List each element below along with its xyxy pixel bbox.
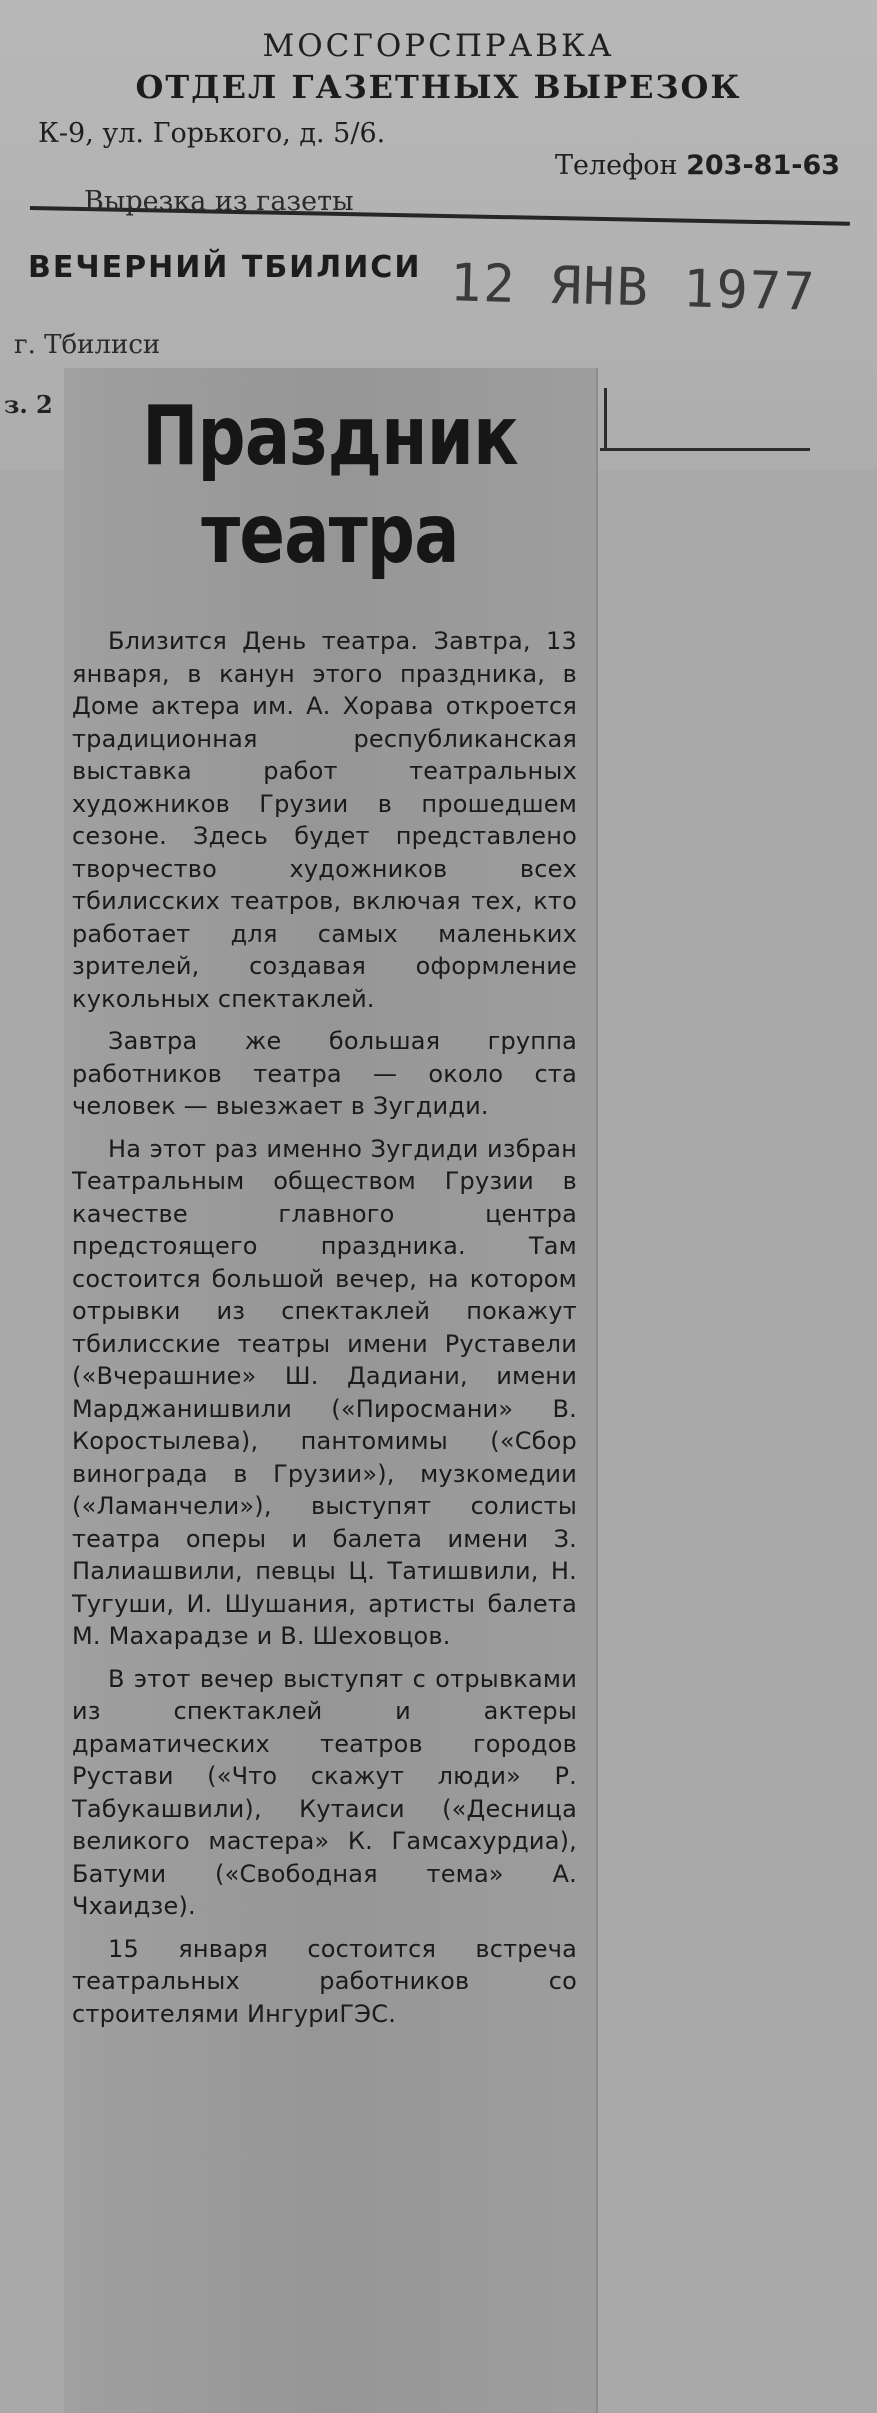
agency-phone	[555, 150, 840, 181]
agency-name: МОСГОРСПРАВКА	[262, 28, 615, 64]
form-line-vertical	[604, 388, 607, 450]
date-stamp: 12 ЯНВ 1977	[449, 253, 818, 323]
cut-source-label: Вырезка из газеты	[84, 186, 354, 217]
phone-number: 203-81-63	[686, 150, 841, 181]
order-number: з. 2	[4, 390, 53, 419]
article-title	[125, 388, 535, 584]
article-paragraph: Завтра же большая группа работников театра — около ста человек — выезжает в Зугдиди.	[72, 1027, 577, 1120]
title-line-1: Праздник	[142, 389, 518, 484]
department-name: ОТДЕЛ ГАЗЕТНЫХ ВЫРЕЗОК	[135, 68, 742, 106]
newspaper-name: ВЕЧЕРНИЙ ТБИЛИСИ	[28, 250, 422, 285]
article-paragraph: В этот вечер выступят с отрывками из спектаклей и актеры драматических театров городов Рустави («Что скажут люди» Р. Табукашвили), Кутаиси («Десница великого мастера» К. Гамсахурдиа), Батуми («Свободная тема» А. Чхаидзе).	[72, 1664, 577, 1920]
article-paragraph: 15 января состоится встреча театральных работников со строителями ИнгуриГЭС.	[72, 1934, 577, 2028]
city-label: г. Тбилиси	[14, 330, 161, 360]
article-body	[72, 625, 577, 2040]
agency-address: К-9, ул. Горького, д. 5/6.	[38, 118, 386, 149]
form-line-horizontal	[600, 448, 810, 451]
title-line-2: театра	[201, 487, 459, 582]
article-paragraph: На этот раз именно Зугдиди избран Театральным обществом Грузии в качестве главного центра предстоящего праздника. Там состоится большой вечер, на котором отрывки из спектаклей покажут тбилисские театры имени Руставели («Вчерашние» Ш. Дадиани, имени Марджанишвили («Пиросмани» В. Коростылева), пантомимы («Сбор винограда в Грузии»), музкомедии («Ламанчели»), выступят солисты театра оперы и балета имени З. Палиашвили, певцы Ц. Татишвили, Н. Тугуши, И. Шушания, артисты балета М. Махарадзе и В. Шеховцов.	[72, 1134, 577, 1650]
phone-label: Телефон	[555, 150, 678, 181]
article-paragraph: Близится День театра. Завтра, 13 января, в канун этого праздника, в Доме актера им. А. Хорава откроется традиционная республиканская выставка работ театральных художников Грузии в прошедшем сезоне. Здесь будет представлено творчество художников всех тбилисских театров, включая тех, кто работает для самых маленьких зрителей, создавая оформление кукольных спектаклей.	[72, 627, 577, 1013]
